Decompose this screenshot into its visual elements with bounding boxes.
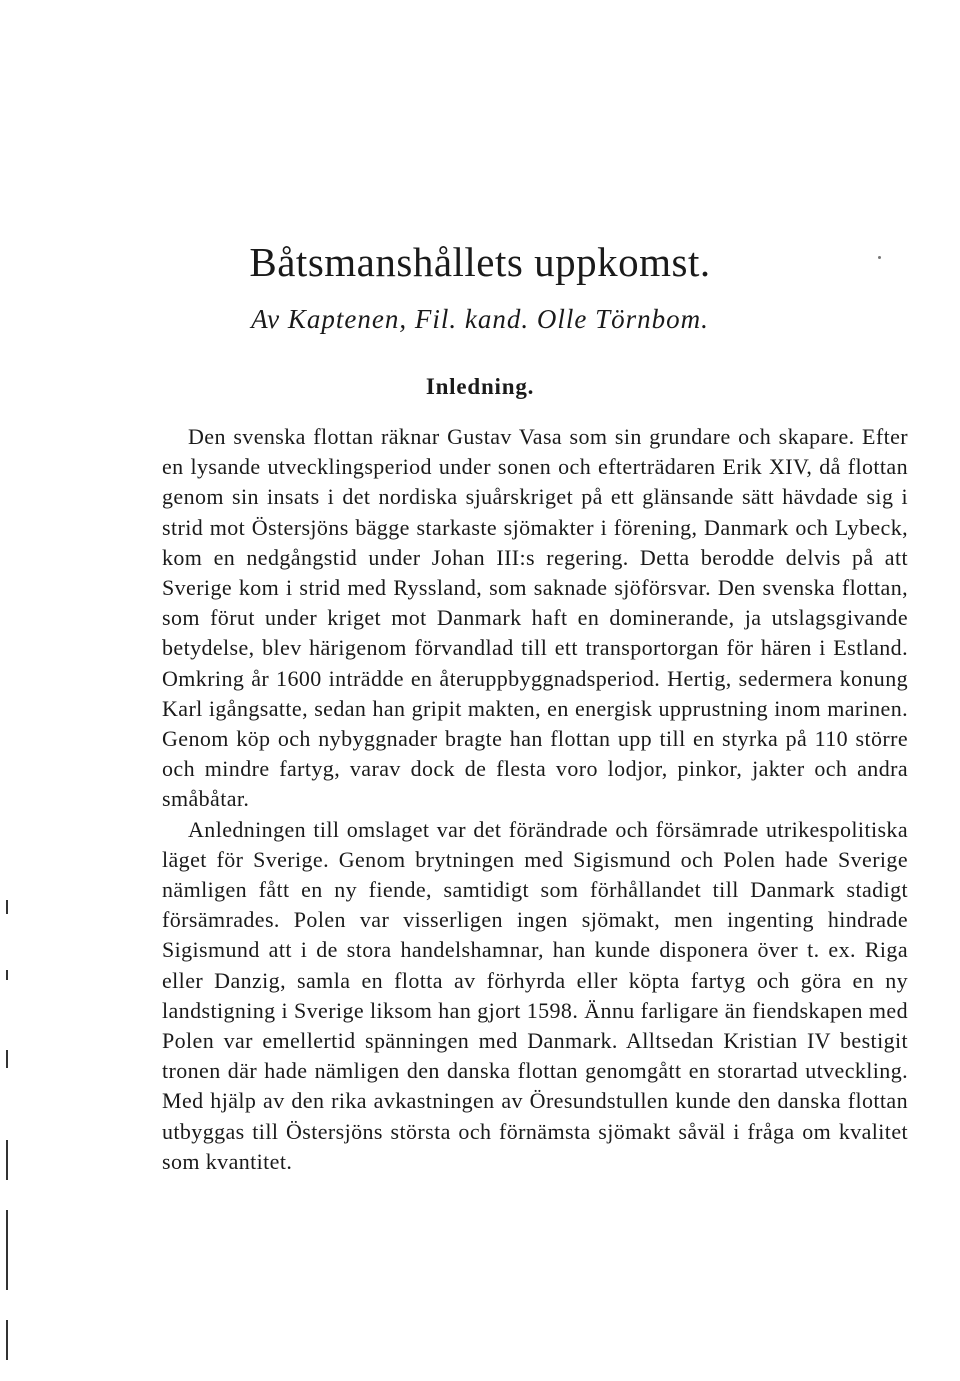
paragraph: Den svenska flottan räknar Gustav Vasa som sin grundare och skapare. Efter en lysande utvecklingsperiod under sonen och efterträdaren Erik XIV, då flottan genom sin insats i det nordiska sjuårskriget på ett glänsande sätt hävdade sig i strid mot Östersjöns bägge starkaste sjömakter i förening, Danmark och Lybeck, kom en nedgångstid under Johan III:s regering. Detta berodde delvis på att Sverige kom i strid med Ryssland, som saknade sjöförsvar. Den svenska flottan, som förut under kriget mot Danmark haft en dominerande, ja utslagsgivande betydelse, blev härigenom förvandlad till ett transportorgan för hären i Estland. Omkring år 1600 inträdde en återuppbyggnadsperiod. Hertig, sedermera konung Karl igångsatte, sedan han gripit makten, en energisk upprustning inom marinen. Genom köp och nybyggnader bragte han flottan upp till en styrka på 110 större och mindre fartyg, varav dock de flesta voro lodjor, pinkor, jakter och andra småbåtar. xyxy=(162,424,908,812)
binding-mark xyxy=(6,1050,8,1068)
binding-mark xyxy=(6,1210,8,1290)
binding-mark xyxy=(6,1140,8,1180)
binding-edge-marks xyxy=(6,900,10,1370)
binding-mark xyxy=(6,1320,8,1360)
print-speck xyxy=(878,256,881,259)
binding-mark xyxy=(6,900,8,914)
body-text xyxy=(162,422,908,1177)
author-byline: Av Kaptenen, Fil. kand. Olle Törnbom. xyxy=(251,304,709,334)
section-heading: Inledning. xyxy=(425,374,535,399)
page-title: Båtsmanshållets uppkomst. xyxy=(249,239,711,285)
paragraph: Anledningen till omslaget var det förändrade och försämrade utrikespolitiska läget för Sverige. Genom brytningen med Sigismund och Polen hade Sverige nämligen fått en ny fiende, samtidigt som förhållandet till Danmark stadigt försämrades. Polen var visserligen ingen sjömakt, men ingenting hindrade Sigismund att i de stora handelshamnar, han kunde disponera över t. ex. Riga eller Danzig, samla en flotta av förhyrda eller köpta fartyg och göra en ny landstigning i Sverige liksom han gjort 1598. Ännu farligare än fiendskapen med Polen var emellertid spänningen med Danmark. Alltsedan Kristian IV bestigit tronen där hade nämligen den danska flottan genomgått en storartad utveckling. Med hjälp av den rika avkastningen av Öresundstullen kunde den danska flottan utbyggas till Östersjöns största och förnämsta sjömakt såväl i fråga om kvalitet som kvantitet. xyxy=(162,816,908,1174)
binding-mark xyxy=(6,970,8,980)
